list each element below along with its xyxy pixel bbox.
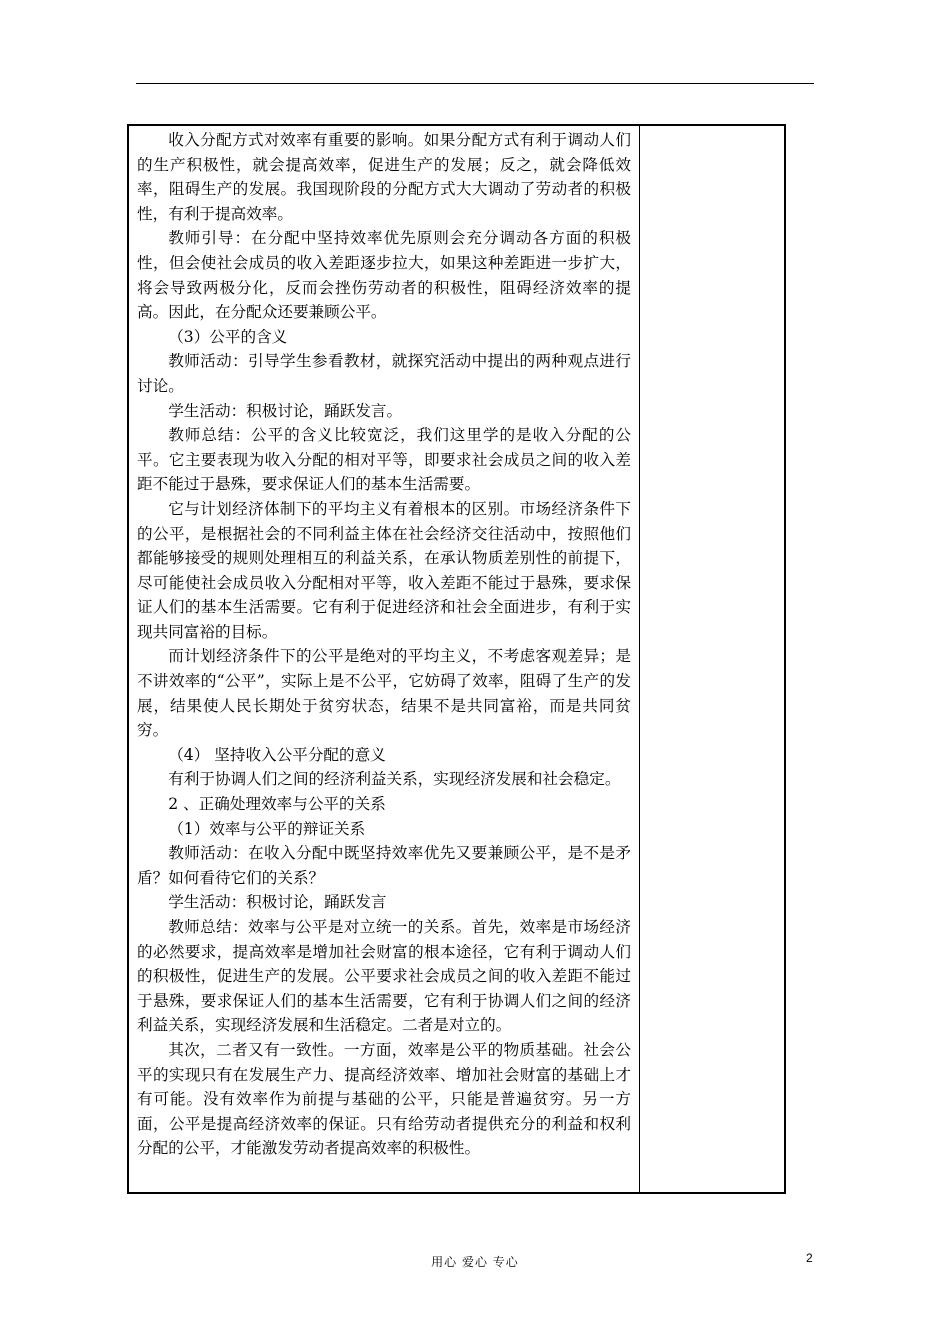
paragraph-16: 其次，二者又有一致性。一方面，效率是公平的物质基础。社会公平的实现只有在发展生产力、提高经济效率、增加社会财富的基础上才有可能。没有效率作为前提与基础的公平，只能是普遍贫穷。另一方面，公平是提高经济效率的保证。只有给劳动者提供充分的利益和权利分配的公平，才能激发劳动者提高效率的积极性。 bbox=[137, 1040, 631, 1158]
lesson-content-cell bbox=[137, 128, 631, 1161]
paragraph-4: 教师活动：引导学生参看教材，就探究活动中提出的两种观点进行讨论。 bbox=[137, 352, 631, 395]
paragraph-7: 它与计划经济体制下的平均主义有着根本的区别。市场经济条件下的公平，是根据社会的不同利益主体在社会经济交往活动中，按照他们都能够接受的规则处理相互的利益关系，在承认物质差别性的前提下，尽可能使社会成员收入分配相对平等，收入差距不能过于悬殊，要求保证人们的基本生活需要。它有利于促进经济和社会全面进步，有利于实现共同富裕的目标。 bbox=[137, 499, 631, 641]
paragraph-13: 教师活动：在收入分配中既坚持效率优先又要兼顾公平，是不是矛盾？如何看待它们的关系？ bbox=[137, 844, 631, 887]
paragraph-8: 而计划经济条件下的公平是绝对的平均主义，不考虑客观差异；是不讲效率的“公平”，实际上是不公平，它妨碍了效率，阻碍了生产的发展，结果使人民长期处于贫穷状态，结果不是共同富裕，而是共同贫穷。 bbox=[137, 647, 631, 740]
page-number: 2 bbox=[806, 1251, 813, 1265]
section-heading-3: （3）公平的含义 bbox=[168, 327, 288, 346]
paragraph-2: 教师引导：在分配中坚持效率优先原则会充分调动各方面的积极性，但会使社会成员的收入差距逐步拉大，如果这种差距进一步扩大，将会导致两极分化，反而会挫伤劳动者的积极性，阻碍经济效率的提高。因此，在分配众还要兼顾公平。 bbox=[137, 229, 631, 322]
paragraph-14: 学生活动：积极讨论，踊跃发言 bbox=[168, 893, 387, 912]
section-heading-2-1: （1）效率与公平的辩证关系 bbox=[168, 819, 366, 838]
section-heading-4: （4） 坚持收入公平分配的意义 bbox=[168, 745, 386, 764]
lesson-table bbox=[127, 124, 786, 1194]
paragraph-5: 学生活动：积极讨论，踊跃发言。 bbox=[168, 401, 403, 420]
paragraph-6: 教师总结：公平的含义比较宽泛，我们这里学的是收入分配的公平。它主要表现为收入分配的相对平等，即要求社会成员之间的收入差距不能过于悬殊，要求保证人们的基本生活需要。 bbox=[137, 426, 631, 494]
paragraph-1: 收入分配方式对效率有重要的影响。如果分配方式有利于调动人们的生产积极性，就会提高效率，促进生产的发展；反之，就会降低效率，阻碍生产的发展。我国现阶段的分配方式大大调动了劳动者的积极性，有利于提高效率。 bbox=[137, 131, 631, 223]
paragraph-15: 教师总结：效率与公平是对立统一的关系。首先，效率是市场经济的必然要求，提高效率是增加社会财富的根本途径，它有利于调动人们的积极性，促进生产的发展。公平要求社会成员之间的收入差距不能过于悬殊，要求保证人们的基本生活需要，它有利于协调人们之间的经济利益关系，实现经济发展和生活稳定。二者是对立的。 bbox=[137, 918, 631, 1035]
page-footer-motto: 用心 爱心 专心 bbox=[431, 1255, 519, 1269]
column-divider bbox=[639, 126, 640, 1192]
header-rule bbox=[136, 83, 814, 84]
paragraph-10: 有利于协调人们之间的经济利益关系，实现经济发展和社会稳定。 bbox=[168, 770, 621, 789]
section-heading-2: 2 、正确处理效率与公平的关系 bbox=[168, 795, 386, 814]
